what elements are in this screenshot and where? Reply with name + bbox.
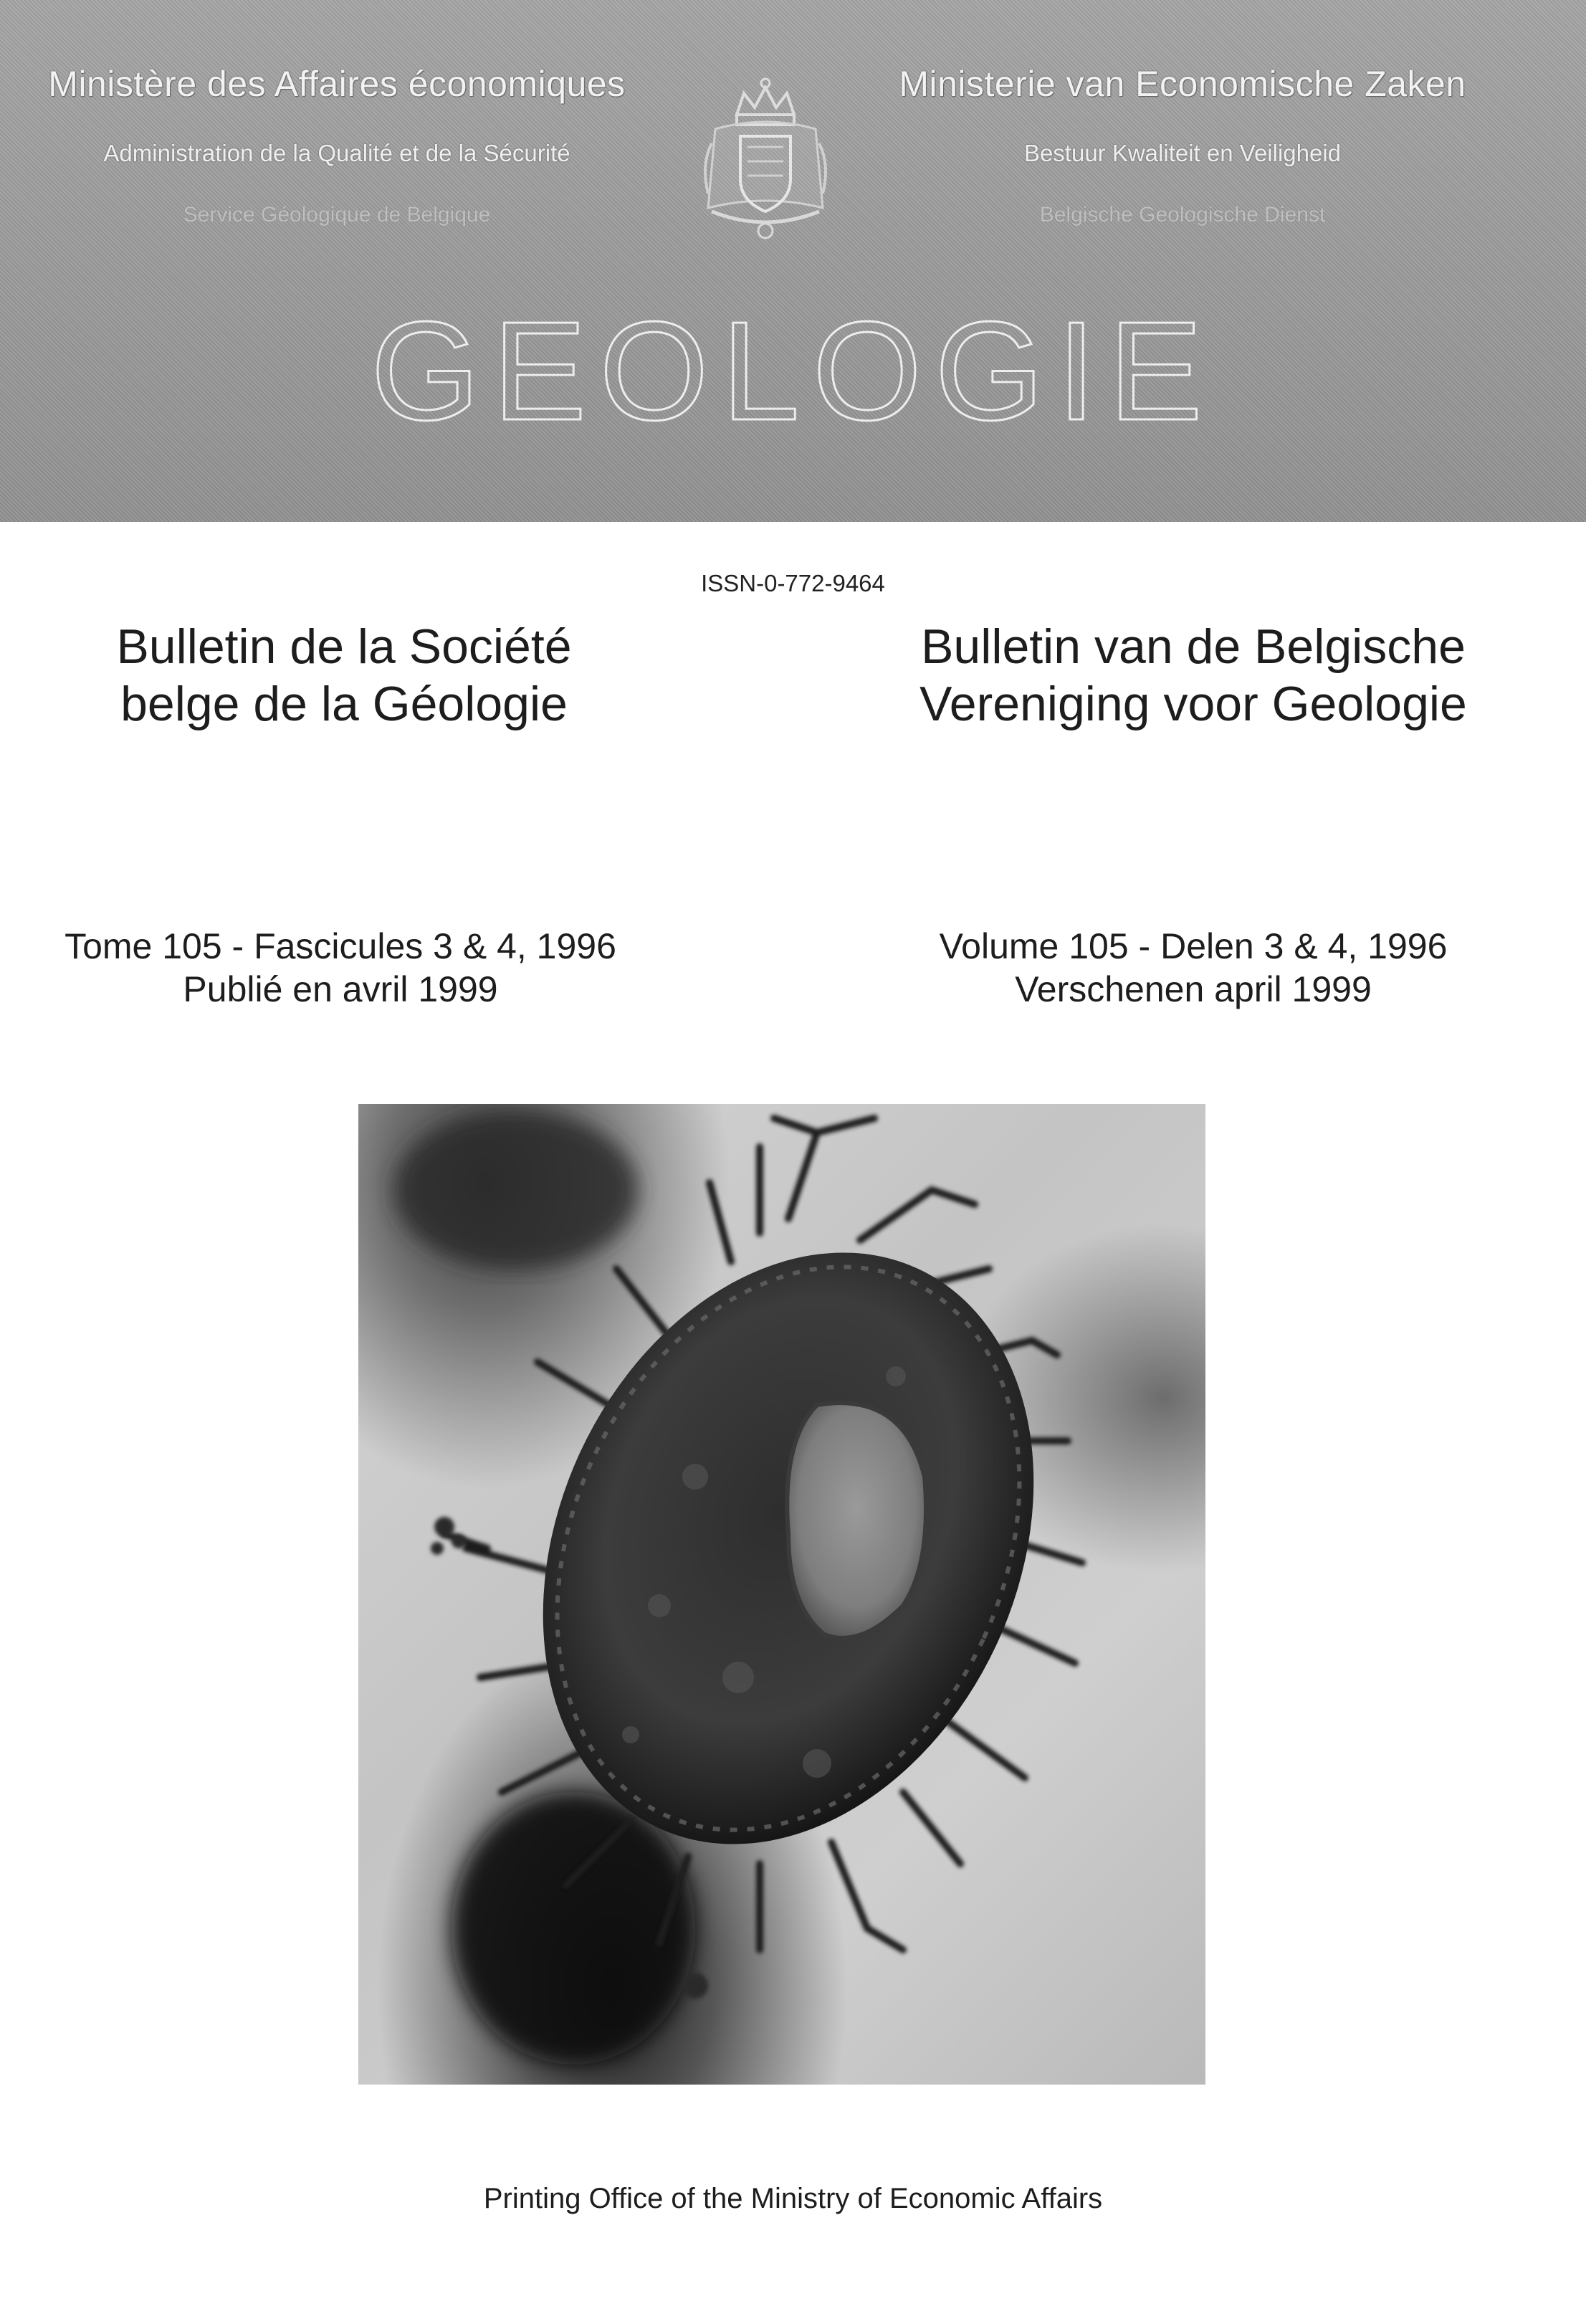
bulletin-nl-line-1: Bulletin van de Belgische — [921, 619, 1466, 674]
printer-credit: Printing Office of the Ministry of Economic Affairs — [483, 2183, 1103, 2214]
service-nl: Belgische Geologische Dienst — [1039, 203, 1326, 227]
volume-info-nl — [896, 925, 1491, 1011]
volume-nl-line-1: Volume 105 - Delen 3 & 4, 1996 — [939, 926, 1448, 966]
volume-fr-line-2: Publié en avril 1999 — [183, 969, 498, 1009]
royal-coat-of-arms-icon — [687, 72, 844, 244]
header-banner — [0, 0, 1586, 522]
journal-title: GEOLOGIE — [371, 292, 1215, 449]
ministry-fr: Ministère des Affaires économiques — [48, 64, 626, 104]
ministry-nl: Ministerie van Economische Zaken — [899, 64, 1466, 104]
service-fr: Service Géologique de Belgique — [183, 203, 491, 227]
bulletin-nl-line-2: Vereniging voor Geologie — [919, 677, 1467, 731]
bulletin-title-nl — [899, 618, 1487, 733]
administration-fr: Administration de la Qualité et de la Sécurité — [103, 140, 570, 166]
volume-info-fr — [43, 925, 638, 1011]
bulletin-fr-line-1: Bulletin de la Société — [116, 619, 572, 674]
dinoflagellate-cyst-micrograph — [358, 1104, 1205, 2085]
bulletin-fr-line-2: belge de la Géologie — [120, 677, 568, 731]
volume-fr-line-1: Tome 105 - Fascicules 3 & 4, 1996 — [65, 926, 616, 966]
bulletin-title-fr — [100, 618, 588, 733]
volume-nl-line-2: Verschenen april 1999 — [1015, 969, 1372, 1009]
issn-number: ISSN-0-772-9464 — [701, 570, 885, 596]
administration-nl: Bestuur Kwaliteit en Veiligheid — [1023, 140, 1342, 166]
